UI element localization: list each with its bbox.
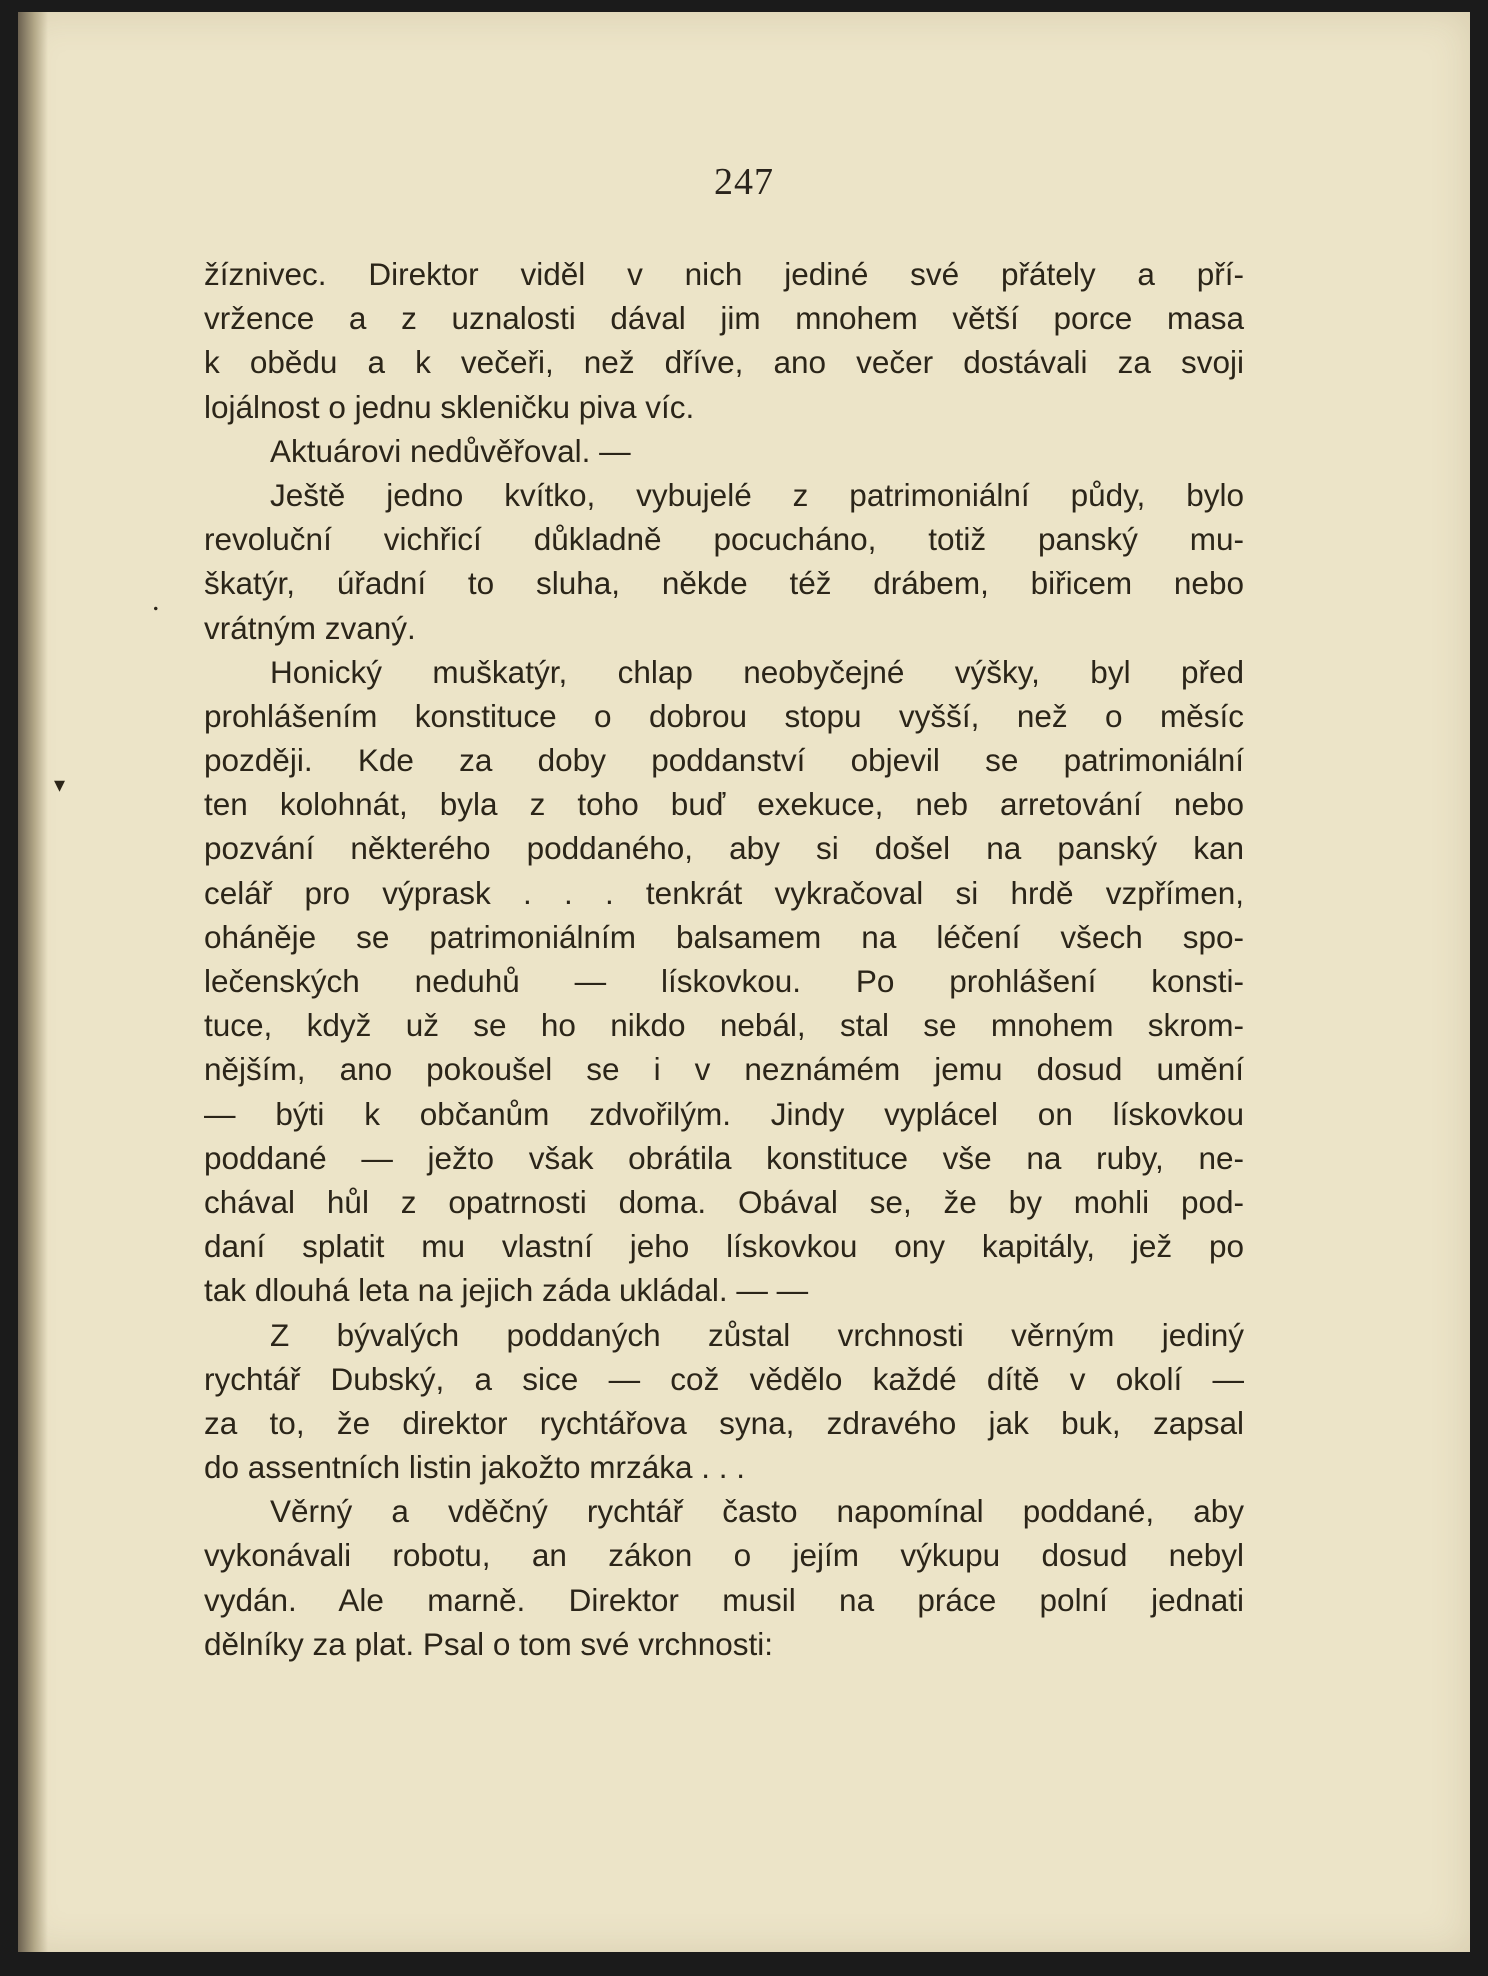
- text-line: rychtář Dubský, a sice — což vědělo každé dítě v okolí —: [204, 1360, 1244, 1397]
- text-line: vrátným zvaný.: [204, 609, 416, 646]
- text-line: Ještě jedno kvítko, vybujelé z patrimoniální půdy, bylo: [270, 476, 1244, 513]
- text-line: Honický muškatýr, chlap neobyčejné výšky, byl před: [270, 653, 1244, 690]
- text-line: chával hůl z opatrnosti doma. Obával se, že by mohli pod-: [204, 1183, 1244, 1220]
- text-line: oháněje se patrimoniálním balsamem na léčení všech spo-: [204, 918, 1244, 955]
- text-line: vykonávali robotu, an zákon o jejím výkupu dosud nebyl: [204, 1537, 1244, 1574]
- binding-shadow: [18, 12, 48, 1952]
- text-line: dělníky za plat. Psal o tom své vrchnosti:: [204, 1625, 773, 1662]
- text-line: za to, že direktor rychtářova syna, zdravého jak buk, zapsal: [204, 1404, 1244, 1441]
- text-line: Z bývalých poddaných zůstal vrchnosti věrným jediný: [270, 1316, 1244, 1353]
- text-line: vržence a z uznalosti dával jim mnohem větší porce masa: [204, 300, 1244, 337]
- text-line: lojálnost o jednu skleničku piva víc.: [204, 388, 695, 425]
- text-line: pozvání některého poddaného, aby si došel na panský kan: [204, 830, 1244, 867]
- text-line: později. Kde za doby poddanství objevil se patrimoniální: [204, 742, 1244, 779]
- text-line: prohlášením konstituce o dobrou stopu vyšší, než o měsíc: [204, 697, 1244, 734]
- text-line: žíznivec. Direktor viděl v nich jediné své přátely a pří-: [204, 256, 1244, 292]
- text-line: revoluční vichřicí důkladně pocucháno, totiž panský mu-: [204, 521, 1244, 558]
- text-line: Aktuárovi nedůvěřoval. —: [270, 432, 631, 469]
- text-line: nějším, ano pokoušel se i v neznámém jemu dosud umění: [204, 1051, 1244, 1088]
- text-line: tak dlouhá leta na jejich záda ukládal. — —: [204, 1272, 809, 1309]
- book-page: [18, 12, 1470, 1952]
- text-line: Věrný a vděčný rychtář často napomínal poddané, aby: [270, 1493, 1244, 1530]
- page-number: 247: [714, 161, 774, 203]
- text-line: do assentních listin jakožto mrzáka . . .: [204, 1449, 745, 1486]
- text-line: daní splatit mu vlastní jeho lískovkou ony kapitály, jež po: [204, 1228, 1244, 1265]
- margin-mark: ▾: [54, 772, 66, 797]
- margin-dot: .: [152, 584, 160, 617]
- body-text: [204, 252, 1244, 1666]
- text-line: škatýr, úřadní to sluha, někde též drábem, biřicem nebo: [204, 565, 1244, 602]
- text-line: — býti k občanům zdvořilým. Jindy vyplácel on lískovkou: [204, 1095, 1244, 1132]
- text-line: celář pro výprask . . . tenkrát vykračoval si hrdě vzpřímen,: [204, 874, 1244, 911]
- text-line: vydán. Ale marně. Direktor musil na práce polní jednati: [204, 1581, 1244, 1618]
- text-line: k obědu a k večeři, než dříve, ano večer dostávali za svoji: [204, 344, 1244, 381]
- text-line: tuce, když už se ho nikdo nebál, stal se mnohem skrom-: [204, 1007, 1244, 1044]
- text-line: ten kolohnát, byla z toho buď exekuce, neb arretování nebo: [204, 786, 1244, 823]
- text-line: lečenských neduhů — lískovkou. Po prohlášení konsti-: [204, 963, 1244, 999]
- text-line: poddané — ježto však obrátila konstituce vše na ruby, ne-: [204, 1139, 1244, 1176]
